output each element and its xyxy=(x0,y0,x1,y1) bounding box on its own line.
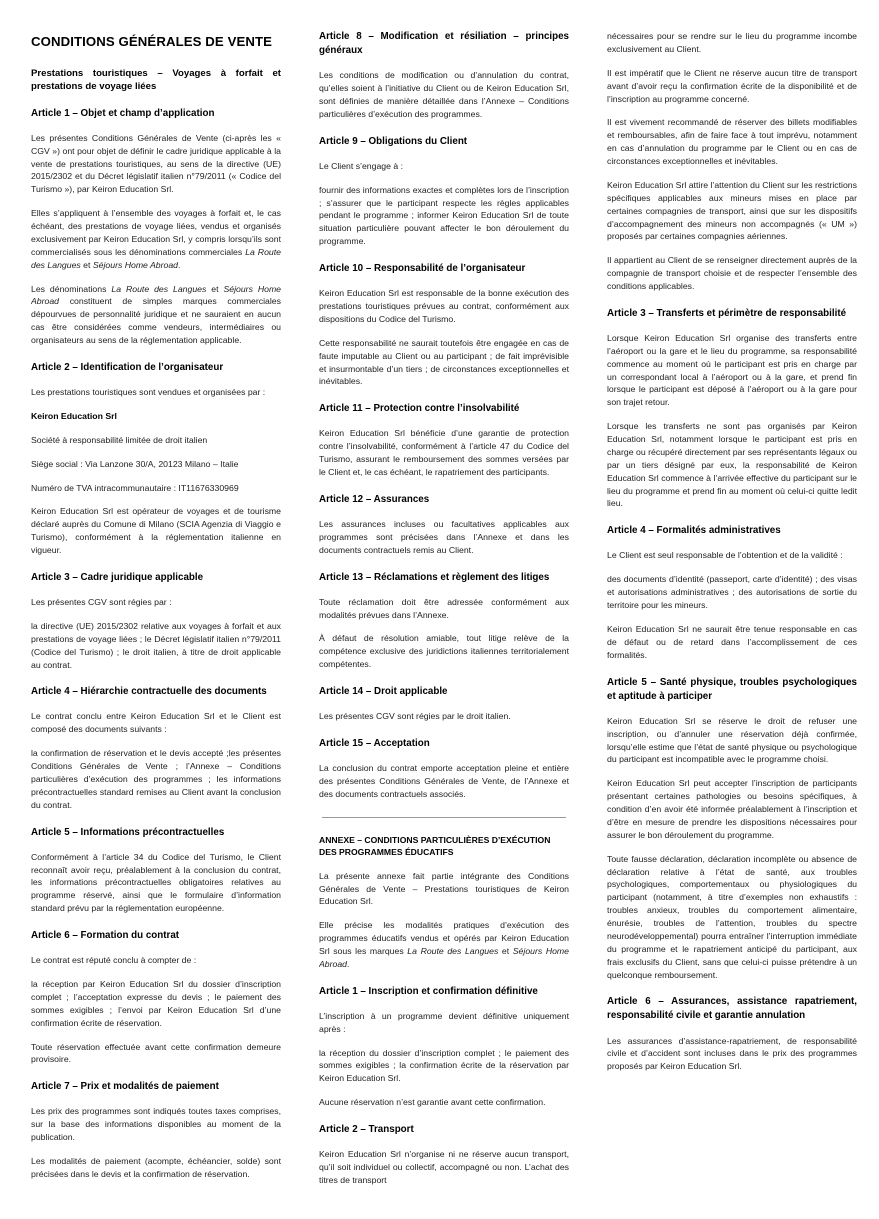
annex-intro xyxy=(319,870,569,971)
paragraph: Keiron Education Srl est responsable de la bonne exécution des prestations touristiques prévues au contrat, conformément aux dispositions du Codice del Turismo. xyxy=(319,288,569,324)
article-heading: Article 7 – Prix et modalités de paiement xyxy=(31,1081,219,1093)
paragraph: Toute réservation effectuée avant cette confirmation demeure provisoire. xyxy=(31,1041,281,1065)
paragraph: fournir des informations exactes et complètes lors de l’inscription ; s’assurer que le participant respecte les règles applicables pendant le programme ; informer Keiron Education Srl de toute situation particulière pouvant affecter le bon déroulement du programme. xyxy=(319,184,569,247)
paragraph: Les prix des programmes sont indiqués toutes taxes comprises, sur la base des informations disponibles au moment de la publication. xyxy=(31,1106,281,1143)
paragraph: la confirmation de réservation et le devis accepté ;les présentes Conditions Générales de Vente ; l’Annexe – Conditions particulières d’exécution des programmes ; les informations précontractuelles standard remises au Client avant la conclusion du contrat. xyxy=(31,748,281,810)
article-heading: Article 3 – Cadre juridique applicable xyxy=(31,571,204,583)
annex-title: ANNEXE – CONDITIONS PARTICULIÈRES D’EXÉCUTION DES PROGRAMMES ÉDUCATIFS xyxy=(319,834,551,858)
paragraph: À défaut de résolution amiable, tout litige relève de la compétence exclusive des juridictions italiennes territorialement compétentes. xyxy=(319,633,569,670)
column-2 xyxy=(319,30,569,1210)
paragraph: Les assurances d’assistance-rapatriement, de responsabilité civile et d’accident sont incluses dans le prix des programmes proposés par Keiron Education Srl. xyxy=(607,1035,857,1072)
paragraph: La conclusion du contrat emporte acceptation pleine et entière des présentes Conditions Générales de Vente, de l’Annexe et des documents contractuels associés. xyxy=(319,763,569,799)
annex-divider xyxy=(322,817,566,818)
column-1-body xyxy=(31,107,281,1181)
article-heading: Article 10 – Responsabilité de l’organisateur xyxy=(319,263,526,275)
article-heading: Article 8 – Modification et résiliation – principes généraux xyxy=(319,31,569,57)
column-1 xyxy=(31,30,281,1210)
paragraph: L’inscription à un programme devient définitive uniquement après : xyxy=(319,1010,569,1034)
paragraph: nécessaires pour se rendre sur le lieu du programme incombe exclusivement au Client. xyxy=(607,31,857,54)
paragraph: Le Client s’engage à : xyxy=(319,160,404,171)
article-heading: Article 12 – Assurances xyxy=(319,493,430,505)
paragraph: la réception par Keiron Education Srl du dossier d’inscription complet ; l’acceptation expresse du devis ; le paiement des sommes exigibles ; l’envoi par Keiron Education Srl d’une confirmation écrite de réservation. xyxy=(31,979,281,1028)
paragraph: Keiron Education Srl se réserve le droit de refuser une inscription, ou d’annuler une réservation déjà confirmée, lorsqu’elle estime que l’état de santé physique ou psychologique du participant est incompatible avec le programme choisi. xyxy=(607,715,857,765)
paragraph: Le Client est seul responsable de l’obtention et de la validité : xyxy=(607,550,843,561)
article-heading: Article 1 – Inscription et confirmation définitive xyxy=(319,985,538,997)
article-heading: Article 5 – Informations précontractuelles xyxy=(31,826,225,838)
paragraph: Les modalités de paiement (acompte, échéancier, solde) sont précisées dans le devis et la confirmation de réservation. xyxy=(31,1156,281,1179)
paragraph: Siège social : Via Lanzone 30/A, 20123 Milano – Italie xyxy=(31,458,239,469)
paragraph: Keiron Education Srl xyxy=(31,410,117,421)
paragraph: Keiron Education Srl est opérateur de voyages et de tourisme déclaré auprès du Comune di Milano (SCIA Agenzia di Viaggio e Turismo), conformément à la réglementation italienne en vigueur. xyxy=(31,506,281,556)
annex-articles xyxy=(319,985,569,1187)
paragraph: Lorsque les transferts ne sont pas organisés par Keiron Education Srl, notamment lorsque le participant est pris en charge ou récupéré directement par ses représentants légaux ou par un tiers désigné par eux, la responsabilité de Keiron Education Srl commence à l’arrivée effective du participant sur le lieu du programme et prend fin au moment où celui-ci quitte ledit lieu. xyxy=(607,421,857,509)
paragraph: Société à responsabilité limitée de droit italien xyxy=(31,434,208,445)
paragraph: Les assurances incluses ou facultatives applicables aux programmes sont précisées dans l’Annexe et dans les documents contractuels remis au Client. xyxy=(319,518,569,555)
paragraph: La présente annexe fait partie intégrante des Conditions Générales de Vente – Prestations touristiques de Keiron Education Srl. xyxy=(319,870,569,907)
paragraph: Les prestations touristiques sont vendues et organisées par : xyxy=(31,387,266,398)
paragraph: Les présentes Conditions Générales de Vente (ci-après les « CGV ») ont pour objet de définir le cadre juridique applicable à la vente de prestations touristiques, au sens de la directive (UE) 2015/2302 et du Décret législatif italien n°79/2011 (« Codice del Turismo »), par Keiron Education Srl. xyxy=(31,132,281,195)
paragraph: Cette responsabilité ne saurait toutefois être engagée en cas de faute imputable au Client ou au participant ; de fait imprévisible et insurmontable d’un tiers ; de circonstances exceptionnelles et inévitables. xyxy=(319,337,569,387)
paragraph: Il est impératif que le Client ne réserve aucun titre de transport avant d’avoir reçu la confirmation écrite de la disponibilité et de l’inscription au programme concerné. xyxy=(607,67,857,104)
paragraph: Le contrat conclu entre Keiron Education Srl et le Client est composé des documents suivants : xyxy=(31,711,281,735)
article-heading: Article 5 – Santé physique, troubles psychologiques et aptitude à participer xyxy=(607,676,857,702)
paragraph: Le contrat est réputé conclu à compter de : xyxy=(31,955,197,966)
paragraph: la directive (UE) 2015/2302 relative aux voyages à forfait et aux prestations de voyage liées ; le Décret législatif italien n°79/2011 (Codice del Turismo) ; le droit italien, à titre de droit applicable au contrat. xyxy=(31,620,281,670)
paragraph: Keiron Education Srl bénéficie d’une garantie de protection contre l’insolvabilité, conformément à l’article 47 du Codice del Turismo, assurant le remboursement des sommes versées par le Client et, le cas échéant, le rapatriement des participants. xyxy=(319,428,569,477)
paragraph: Les conditions de modification ou d’annulation du contrat, qu’elles soient à l’initiative du Client ou de Keiron Education Srl, sont définies de manière détaillée dans l’Annexe – Conditions particulières d’exécution des programmes. xyxy=(319,70,569,119)
paragraph: Les dénominations La Route des Langues et Séjours Home Abroad constituent de simples marques commerciales dépourvues de personnalité juridique et ne sauraient en aucun cas être considérées comme vendeurs, intermédiaires ou organisateurs au sens de la réglementation applicable. xyxy=(31,283,281,346)
paragraph: Numéro de TVA intracommunautaire : IT11676330969 xyxy=(31,482,239,493)
paragraph: Les présentes CGV sont régies par le droit italien. xyxy=(319,711,511,722)
paragraph: Keiron Education Srl peut accepter l’inscription de participants présentant certaines pathologies ou besoins spécifiques, à condition d’en avoir été informée préalablement à l’inscription et d’être en mesure de prendre les dispositions nécessaires pour assurer le bon déroulement du programme. xyxy=(607,778,857,840)
article-heading: Article 6 – Assurances, assistance rapatriement, responsabilité civile et garantie annulation xyxy=(607,996,857,1022)
article-heading: Article 1 – Objet et champ d’application xyxy=(31,107,215,119)
paragraph: Il est vivement recommandé de réserver des billets modifiables et remboursables, afin de faire face à tout imprévu, notamment en cas d’annulation du programme par le Client ou en cas de circonstances exceptionnelles et inévitables. xyxy=(607,117,857,166)
paragraph: Il appartient au Client de se renseigner directement auprès de la compagnie de transport choisie et de respecter l’ensemble des conditions applicables. xyxy=(607,255,857,291)
article-heading: Article 13 – Réclamations et règlement des litiges xyxy=(319,571,550,583)
paragraph: la réception du dossier d’inscription complet ; le paiement des sommes exigibles ; la confirmation écrite de la réservation par Keiron Education Srl. xyxy=(319,1047,569,1084)
paragraph: Les présentes CGV sont régies par : xyxy=(31,597,172,607)
paragraph: Toute fausse déclaration, déclaration incomplète ou absence de déclaration relative à l’état de santé, aux troubles psychologiques, comportementaux ou physiologiques du participant (notamment, à titre d’exemples non exhaustifs : troubles anxieux, troubles du comportement alimentaire, énurésie, troubles de l’attention, troubles du spectre neurodéveloppemental) pourra entraîner l’interruption immédiate du programme et le rapatriement anticipé du participant, aux frais exclusifs du Client, sans que celui-ci puisse prétendre à un quelconque remboursement. xyxy=(607,853,857,980)
column-2-body xyxy=(319,30,569,801)
article-heading: Article 11 – Protection contre l’insolvabilité xyxy=(319,403,520,415)
article-heading: Article 3 – Transferts et périmètre de responsabilité xyxy=(607,307,847,319)
article-heading: Article 2 – Identification de l’organisateur xyxy=(31,361,224,373)
paragraph: Keiron Education Srl attire l’attention du Client sur les restrictions spécifiques applicables aux mineurs mises en place par certaines compagnies de transport, ainsi que sur les dispositifs d’accompagnement des mineurs non accompagnés (« UM ») proposés par certaines compagnies aériennes. xyxy=(607,179,857,242)
article-heading: Article 2 – Transport xyxy=(319,1124,414,1136)
column-3 xyxy=(607,30,857,1210)
article-heading: Article 15 – Acceptation xyxy=(319,738,430,749)
article-heading: Article 9 – Obligations du Client xyxy=(319,135,468,147)
paragraph: Lorsque Keiron Education Srl organise des transferts entre l’aéroport ou la gare et le lieu du programme, sa responsabilité commence au moment où le participant est pris en charge par un correspondant local à l’aéroport ou à la gare, et prend fin lorsque le participant est déposé à l’aéroport ou à la gare pour son trajet retour. xyxy=(607,332,857,408)
paragraph: Elles s’appliquent à l’ensemble des voyages à forfait et, le cas échéant, des prestations de voyage liées, vendus et organisés exclusivement par Keiron Education Srl, y compris lorsqu’ils sont commercialisés sous les dénominations commerciales La Route des Langues et Séjours Home Abroad. xyxy=(31,208,281,270)
column-3-continuation xyxy=(607,30,857,293)
paragraph: Keiron Education Srl ne saurait être tenue responsable en cas de défaut ou de retard dans l’accomplissement de ces formalités. xyxy=(607,623,857,660)
paragraph: des documents d’identité (passeport, carte d’identité) ; des visas et autorisations administratives ; des autorisations de sortie du territoire pour les mineurs. xyxy=(607,574,857,611)
article-heading: Article 4 – Hiérarchie contractuelle des documents xyxy=(31,686,267,698)
page-title: CONDITIONS GÉNÉRALES DE VENTE xyxy=(31,34,273,49)
column-3-articles xyxy=(607,307,857,1073)
paragraph: Aucune réservation n’est garantie avant cette confirmation. xyxy=(319,1097,546,1108)
paragraph: Keiron Education Srl n’organise ni ne réserve aucun transport, qu’il soit individuel ou collectif, accompagné ou non. L’achat des titres de transport xyxy=(319,1149,569,1185)
paragraph: Toute réclamation doit être adressée conformément aux modalités prévues dans l’Annexe. xyxy=(319,596,569,620)
article-heading: Article 4 – Formalités administratives xyxy=(607,525,781,537)
paragraph: Conformément à l’article 34 du Codice del Turismo, le Client reconnaît avoir reçu, préalablement à la conclusion du contrat, les informations précontractuelles obligatoires relatives au programme réservé, ainsi que le formulaire d’information standard prévu par la réglementation européenne. xyxy=(31,851,281,914)
article-heading: Article 14 – Droit applicable xyxy=(319,686,448,698)
document-subtitle: Prestations touristiques – Voyages à forfait et prestations de voyage liées xyxy=(31,67,281,93)
article-heading: Article 6 – Formation du contrat xyxy=(31,930,180,942)
paragraph: Elle précise les modalités pratiques d’exécution des programmes éducatifs vendus et opérés par Keiron Education Srl sous les marques La Route des Langues et Séjours Home Abroad. xyxy=(319,920,569,969)
